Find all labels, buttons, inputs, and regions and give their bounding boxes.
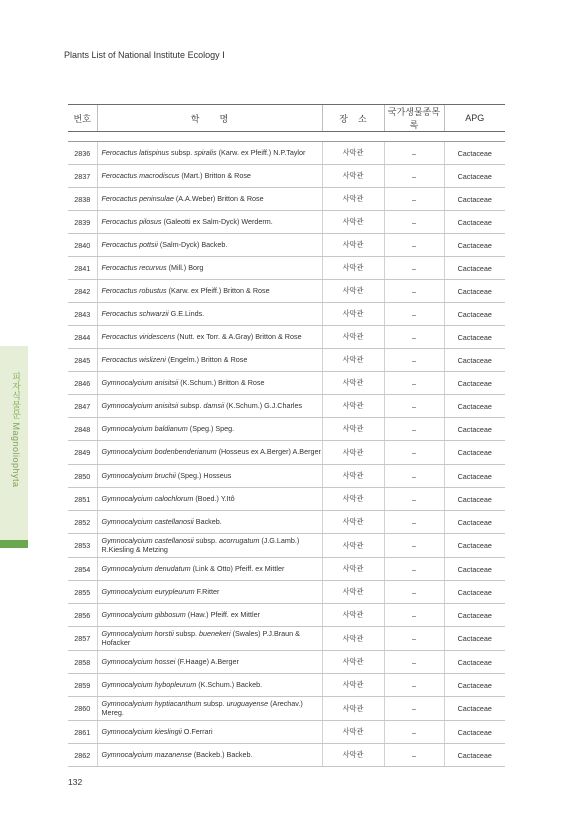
- apg-family: Cactaceae: [444, 326, 505, 349]
- table-spacer-row: [68, 132, 505, 142]
- place: 사막관: [322, 465, 384, 488]
- place: 사막관: [322, 257, 384, 280]
- scientific-name: Ferocactus peninsulae (A.A.Weber) Britton & Rose: [97, 188, 322, 211]
- row-number: 2847: [68, 395, 97, 418]
- place: 사막관: [322, 211, 384, 234]
- scientific-name: Ferocactus robustus (Karw. ex Pfeiff.) Britton & Rose: [97, 280, 322, 303]
- place: 사막관: [322, 604, 384, 627]
- running-header: Plants List of National Institute Ecology Ⅰ: [64, 50, 225, 60]
- place: 사막관: [322, 234, 384, 257]
- scientific-name: Gymnocalycium castellanosii Backeb.: [97, 511, 322, 534]
- col-header-apg: APG: [444, 105, 505, 132]
- apg-family: Cactaceae: [444, 188, 505, 211]
- national-list-mark: –: [384, 234, 444, 257]
- table-row: [68, 326, 505, 349]
- table-row: [68, 303, 505, 326]
- row-number: 2861: [68, 721, 97, 744]
- table-row: [68, 627, 505, 651]
- place: 사막관: [322, 188, 384, 211]
- scientific-name: Gymnocalycium mazanense (Backeb.) Backeb.: [97, 744, 322, 767]
- table-row: [68, 511, 505, 534]
- national-list-mark: –: [384, 326, 444, 349]
- row-number: 2846: [68, 372, 97, 395]
- national-list-mark: –: [384, 257, 444, 280]
- col-header-place: 장 소: [322, 105, 384, 132]
- scientific-name: Gymnocalycium gibbosum (Haw.) Pfeiff. ex Mittler: [97, 604, 322, 627]
- national-list-mark: –: [384, 418, 444, 441]
- place: 사막관: [322, 744, 384, 767]
- col-header-no: 번호: [68, 105, 97, 132]
- place: 사막관: [322, 326, 384, 349]
- national-list-mark: –: [384, 188, 444, 211]
- place: 사막관: [322, 627, 384, 651]
- row-number: 2840: [68, 234, 97, 257]
- table-body: [68, 132, 505, 767]
- national-list-mark: –: [384, 697, 444, 721]
- apg-family: Cactaceae: [444, 234, 505, 257]
- table-row: [68, 188, 505, 211]
- apg-family: Cactaceae: [444, 441, 505, 465]
- row-number: 2862: [68, 744, 97, 767]
- place: 사막관: [322, 721, 384, 744]
- row-number: 2839: [68, 211, 97, 234]
- scientific-name: Gymnocalycium kieslingii O.Ferrari: [97, 721, 322, 744]
- apg-family: Cactaceae: [444, 142, 505, 165]
- national-list-mark: –: [384, 744, 444, 767]
- apg-family: Cactaceae: [444, 651, 505, 674]
- apg-family: Cactaceae: [444, 534, 505, 558]
- table-row: [68, 165, 505, 188]
- place: 사막관: [322, 511, 384, 534]
- row-number: 2841: [68, 257, 97, 280]
- row-number: 2837: [68, 165, 97, 188]
- scientific-name: Ferocactus pilosus (Galeotti ex Salm-Dyck) Werderm.: [97, 211, 322, 234]
- apg-family: Cactaceae: [444, 211, 505, 234]
- row-number: 2836: [68, 142, 97, 165]
- row-number: 2849: [68, 441, 97, 465]
- row-number: 2859: [68, 674, 97, 697]
- national-list-mark: –: [384, 303, 444, 326]
- scientific-name: Gymnocalycium castellanosii subsp. acorrugatum (J.G.Lamb.) R.Kiesling & Metzing: [97, 534, 322, 558]
- scientific-name: Gymnocalycium eurypleurum F.Ritter: [97, 581, 322, 604]
- place: 사막관: [322, 418, 384, 441]
- table-row: [68, 721, 505, 744]
- table-row: [68, 604, 505, 627]
- species-table-container: [68, 104, 505, 767]
- row-number: 2842: [68, 280, 97, 303]
- table-row: [68, 558, 505, 581]
- national-list-mark: –: [384, 349, 444, 372]
- scientific-name: Gymnocalycium hossei (F.Haage) A.Berger: [97, 651, 322, 674]
- row-number: 2860: [68, 697, 97, 721]
- scientific-name: Ferocactus latispinus subsp. spiralis (Karw. ex Pfeiff.) N.P.Taylor: [97, 142, 322, 165]
- place: 사막관: [322, 142, 384, 165]
- place: 사막관: [322, 303, 384, 326]
- row-number: 2848: [68, 418, 97, 441]
- table-row: [68, 441, 505, 465]
- section-side-label: 피자식물문 Magnoliophyta: [11, 372, 21, 488]
- row-number: 2853: [68, 534, 97, 558]
- row-number: 2845: [68, 349, 97, 372]
- national-list-mark: –: [384, 534, 444, 558]
- place: 사막관: [322, 558, 384, 581]
- apg-family: Cactaceae: [444, 697, 505, 721]
- row-number: 2838: [68, 188, 97, 211]
- apg-family: Cactaceae: [444, 372, 505, 395]
- scientific-name: Gymnocalycium hyptiacanthum subsp. uruguayense (Arechav.) Mereg.: [97, 697, 322, 721]
- apg-family: Cactaceae: [444, 303, 505, 326]
- col-header-national-list: 국가생물종목록: [384, 105, 444, 132]
- national-list-mark: –: [384, 651, 444, 674]
- table-row: [68, 534, 505, 558]
- place: 사막관: [322, 372, 384, 395]
- national-list-mark: –: [384, 142, 444, 165]
- row-number: 2858: [68, 651, 97, 674]
- table-row: [68, 581, 505, 604]
- apg-family: Cactaceae: [444, 581, 505, 604]
- place: 사막관: [322, 488, 384, 511]
- table-row: [68, 142, 505, 165]
- place: 사막관: [322, 441, 384, 465]
- national-list-mark: –: [384, 511, 444, 534]
- table-header-row: [68, 105, 505, 132]
- scientific-name: Gymnocalycium horstii subsp. buenekeri (Swales) P.J.Braun & Hofacker: [97, 627, 322, 651]
- place: 사막관: [322, 165, 384, 188]
- national-list-mark: –: [384, 604, 444, 627]
- national-list-mark: –: [384, 721, 444, 744]
- apg-family: Cactaceae: [444, 165, 505, 188]
- table-row: [68, 697, 505, 721]
- row-number: 2850: [68, 465, 97, 488]
- scientific-name: Gymnocalycium anisitsii (K.Schum.) Britton & Rose: [97, 372, 322, 395]
- place: 사막관: [322, 534, 384, 558]
- scientific-name: Ferocactus pottsii (Salm-Dyck) Backeb.: [97, 234, 322, 257]
- table-row: [68, 349, 505, 372]
- col-header-scientific-name: 학 명: [97, 105, 322, 132]
- scientific-name: Ferocactus schwarzii G.E.Linds.: [97, 303, 322, 326]
- row-number: 2851: [68, 488, 97, 511]
- place: 사막관: [322, 697, 384, 721]
- page-number: 132: [68, 777, 83, 787]
- apg-family: Cactaceae: [444, 257, 505, 280]
- national-list-mark: –: [384, 165, 444, 188]
- national-list-mark: –: [384, 674, 444, 697]
- scientific-name: Ferocactus macrodiscus (Mart.) Britton & Rose: [97, 165, 322, 188]
- place: 사막관: [322, 581, 384, 604]
- apg-family: Cactaceae: [444, 721, 505, 744]
- table-row: [68, 234, 505, 257]
- place: 사막관: [322, 349, 384, 372]
- scientific-name: Ferocactus wislizeni (Engelm.) Britton & Rose: [97, 349, 322, 372]
- scientific-name: Gymnocalycium baldianum (Speg.) Speg.: [97, 418, 322, 441]
- row-number: 2852: [68, 511, 97, 534]
- apg-family: Cactaceae: [444, 395, 505, 418]
- place: 사막관: [322, 395, 384, 418]
- apg-family: Cactaceae: [444, 465, 505, 488]
- apg-family: Cactaceae: [444, 674, 505, 697]
- national-list-mark: –: [384, 465, 444, 488]
- place: 사막관: [322, 674, 384, 697]
- apg-family: Cactaceae: [444, 418, 505, 441]
- apg-family: Cactaceae: [444, 488, 505, 511]
- place: 사막관: [322, 280, 384, 303]
- table-row: [68, 257, 505, 280]
- table-row: [68, 651, 505, 674]
- table-row: [68, 395, 505, 418]
- table-row: [68, 674, 505, 697]
- national-list-mark: –: [384, 558, 444, 581]
- scientific-name: Gymnocalycium bodenbenderianum (Hosseus ex A.Berger) A.Berger: [97, 441, 322, 465]
- row-number: 2856: [68, 604, 97, 627]
- national-list-mark: –: [384, 441, 444, 465]
- national-list-mark: –: [384, 372, 444, 395]
- apg-family: Cactaceae: [444, 627, 505, 651]
- table-row: [68, 744, 505, 767]
- national-list-mark: –: [384, 581, 444, 604]
- row-number: 2843: [68, 303, 97, 326]
- scientific-name: Gymnocalycium bruchii (Speg.) Hosseus: [97, 465, 322, 488]
- row-number: 2855: [68, 581, 97, 604]
- scientific-name: Gymnocalycium hybopleurum (K.Schum.) Backeb.: [97, 674, 322, 697]
- species-table: [68, 104, 505, 767]
- apg-family: Cactaceae: [444, 558, 505, 581]
- scientific-name: Ferocactus recurvus (Mill.) Borg: [97, 257, 322, 280]
- scientific-name: Gymnocalycium anisitsii subsp. damsii (K.Schum.) G.J.Charles: [97, 395, 322, 418]
- national-list-mark: –: [384, 488, 444, 511]
- national-list-mark: –: [384, 395, 444, 418]
- national-list-mark: –: [384, 211, 444, 234]
- apg-family: Cactaceae: [444, 511, 505, 534]
- scientific-name: Gymnocalycium calochlorum (Boed.) Y.Itô: [97, 488, 322, 511]
- apg-family: Cactaceae: [444, 604, 505, 627]
- table-row: [68, 372, 505, 395]
- apg-family: Cactaceae: [444, 744, 505, 767]
- table-row: [68, 211, 505, 234]
- scientific-name: Gymnocalycium denudatum (Link & Otto) Pfeiff. ex Mittler: [97, 558, 322, 581]
- scientific-name: Ferocactus viridescens (Nutt. ex Torr. & A.Gray) Britton & Rose: [97, 326, 322, 349]
- table-row: [68, 465, 505, 488]
- row-number: 2844: [68, 326, 97, 349]
- table-row: [68, 488, 505, 511]
- place: 사막관: [322, 651, 384, 674]
- national-list-mark: –: [384, 280, 444, 303]
- apg-family: Cactaceae: [444, 349, 505, 372]
- row-number: 2854: [68, 558, 97, 581]
- side-tab-accent-bar: [0, 540, 28, 548]
- table-row: [68, 418, 505, 441]
- national-list-mark: –: [384, 627, 444, 651]
- apg-family: Cactaceae: [444, 280, 505, 303]
- table-row: [68, 280, 505, 303]
- row-number: 2857: [68, 627, 97, 651]
